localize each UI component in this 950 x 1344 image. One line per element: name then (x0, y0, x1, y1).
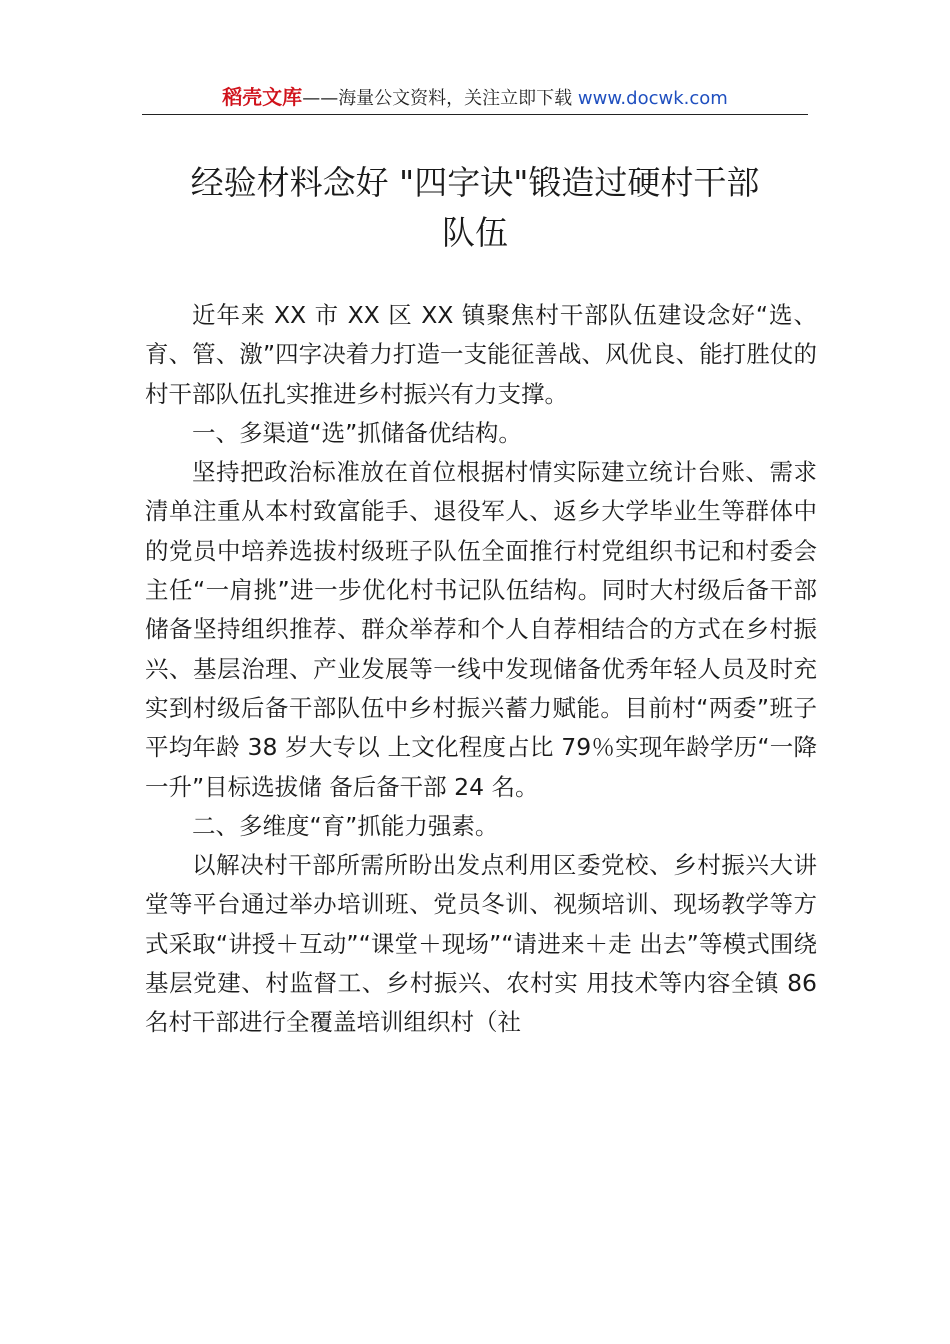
title-line-2: 队伍 (442, 213, 508, 252)
brand-logo-text: 稻壳文库 (222, 85, 303, 109)
section-heading-1: 一、多渠道“选”抓储备优结构。 (192, 418, 522, 447)
document-title (142, 158, 808, 258)
title-line-1: 经验材料念好 "四字诀"锻造过硬村干部 (190, 163, 760, 202)
section-heading-2: 二、多维度“育”抓能力强素。 (192, 811, 499, 840)
section-2-paragraph: 以解决村干部所需所盼出发点利用区委党校、乡村振兴大讲堂等平台通过举办培训班、党员冬训、视频培训、现场教学等方式采取“讲授＋互动”“课堂＋现场”“请进来＋走 出去”等模式围绕基层党建、村监督工、乡村振兴、农村实 用技术等内容全镇 86 名村干部进行全覆盖培训组织村（社 (145, 851, 817, 1037)
header-slogan: ——海量公文资料，关注立即下载 (302, 88, 573, 109)
document-body (145, 296, 817, 1043)
watermark-header (142, 82, 808, 112)
header-divider (142, 114, 808, 115)
intro-paragraph: 近年来 XX 市 XX 区 XX 镇聚焦村干部队伍建设念好“选、育、管、激”四字决着力打造一支能征善战、风优良、能打胜仗的村干部队伍扎实推进乡村振兴有力支撑。 (145, 301, 817, 408)
section-1-paragraph: 坚持把政治标准放在首位根据村情实际建立统计台账、需求清单注重从本村致富能手、退役军人、返乡大学毕业生等群体中的党员中培养选拔村级班子队伍全面推行村党组织书记和村委会主任“一肩挑”进一步优化村书记队伍结构。同时大村级后备干部储备坚持组织推荐、群众举荐和个人自荐相结合的方式在乡村振兴、基层治理、产业发展等一线中发现储备优秀年轻人员及时充实到村级后备干部队伍中乡村振兴蓄力赋能。目前村“两委”班子平均年龄 38 岁大专以 上文化程度占比 79％实现年龄学历“一降一升”目标选拔储 备后备干部 24 名。 (145, 458, 817, 801)
header-url-link[interactable]: www.docwk.com (577, 88, 728, 109)
